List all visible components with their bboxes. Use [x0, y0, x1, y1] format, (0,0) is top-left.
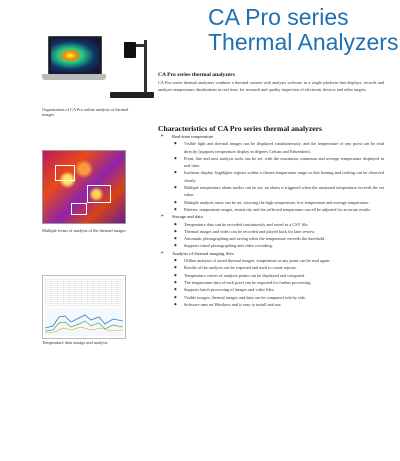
feature-item: ◆ Multiple temperature alarm modes can be set; an alarm is triggered when the measured temperature exceeds the set value.	[172, 184, 384, 199]
laptop-screen	[48, 36, 102, 75]
title-line-1: CA Pro series	[208, 4, 349, 30]
feature-group: ➢ Real-time temperature ◆ Visible light and thermal images can be displayed simultaneously, and the temperature of any point can be read directly (supports temperature display in degrees Celsius and Fahrenheit). ◆ Point, line and area analysis tools can be set, with the maximum, minimum and average temperature displayed in real time. ◆ Isotherm display: highlights regions within a chosen temperature range so that heating and cooling can be observed clearly. ◆ Multiple temperature alarm modes can be set; an alarm is triggered when the measured temperature exceeds the set value. ◆ Multiple analysis areas can be set, showing the high temperature, low temperature and average temperature. ◆ Palettes, temperature ranges, emissivity and the reflected temperature can all be adjusted for accurate results.	[158, 133, 384, 213]
stand-pole	[144, 40, 147, 93]
feature-item: ◆ Supports timed photographing and video recording.	[172, 242, 384, 249]
thermal-camera-icon	[124, 42, 136, 58]
title-block	[208, 4, 399, 55]
features-heading: Characteristics of CA Pro series thermal analyzers	[158, 124, 322, 133]
feature-item: ◆ Palettes, temperature ranges, emissivity and the reflected temperature can all be adjusted for accurate results.	[172, 206, 384, 213]
feature-item: ◆ Isotherm display: highlights regions within a chosen temperature range so that heating and cooling can be observed clearly.	[172, 169, 384, 184]
feature-item: ◆ Thermal images and video can be recorded and played back for later review.	[172, 228, 384, 235]
thermal-caption: Multiple forms of analysis of the thermal images	[42, 228, 126, 233]
title-line-2: Thermal Analyzers	[208, 29, 399, 55]
feature-item: ◆ Supports batch processing of images and video files.	[172, 286, 384, 293]
feature-item: ◆ Point, line and area analysis tools can be set, with the maximum, minimum and average temperature displayed in real time.	[172, 155, 384, 170]
temperature-data-figure	[42, 275, 126, 339]
feature-item: ◆ Offline analysis of saved thermal images: temperature at any point can be read again.	[172, 257, 384, 264]
thermal-image-figure	[42, 150, 126, 224]
feature-item: ◆ Automatic photographing and saving when the temperature exceeds the threshold.	[172, 235, 384, 242]
features-section	[158, 124, 384, 308]
feature-group: ➢ Storage and data ◆ Temperature data can be recorded continuously and saved as a CSV file. ◆ Thermal images and video can be recorded and played back for later review. ◆ Automatic photographing and saving when the temperature exceeds the threshold. ◆ Supports timed photographing and video recording.	[158, 213, 384, 249]
stand-base	[110, 92, 154, 98]
feature-item: ◆ Software runs on Windows and is easy to install and use.	[172, 301, 384, 308]
feature-item: ◆ Temperature curves of analysis points can be displayed and compared.	[172, 272, 384, 279]
feature-item: ◆ Visible images, thermal images and data can be compared side by side.	[172, 294, 384, 301]
feature-group: ➢ Analysis of thermal imaging files ◆ Offline analysis of saved thermal images: temperature at any point can be read again. ◆ Results of the analysis can be exported and used to create reports. ◆ Temperature curves of analysis points can be displayed and compared. ◆ The temperature data of each pixel can be exported for further processing. ◆ Supports batch processing of images and video files. ◆ Visible images, thermal images and data can be compared side by side. ◆ Software runs on Windows and is easy to install and use.	[158, 250, 384, 308]
temperature-curve-image	[45, 308, 123, 336]
laptop-keyboard	[42, 74, 106, 80]
feature-groups	[158, 133, 384, 308]
data-caption: Temperature data storage and analysis	[42, 340, 108, 345]
intro-heading: CA Pro series thermal analyzers	[158, 72, 235, 78]
feature-item: ◆ Multiple analysis areas can be set, showing the high temperature, low temperature and average temperature.	[172, 199, 384, 206]
laptop-camera-figure	[38, 32, 148, 104]
intro-section	[158, 72, 384, 94]
feature-item: ◆ Visible light and thermal images can be displayed simultaneously, and the temperature of any point can be read directly (supports temperature display in degrees Celsius and Fahrenheit).	[172, 140, 384, 155]
feature-item: ◆ The temperature data of each pixel can be exported for further processing.	[172, 279, 384, 286]
data-table-image	[45, 278, 123, 306]
intro-body: CA Pro series thermal analyzers combine a thermal camera with analysis software in a single platform that displays, records and analyzes temperature distributions in real time, for research and quality inspection of electronic devices and other targets.	[158, 80, 384, 93]
feature-item: ◆ Results of the analysis can be exported and used to create reports.	[172, 264, 384, 271]
feature-item: ◆ Temperature data can be recorded continuously and saved as a CSV file.	[172, 221, 384, 228]
laptop-caption: Organization of CA Pro online analysis of thermal images	[42, 107, 129, 118]
